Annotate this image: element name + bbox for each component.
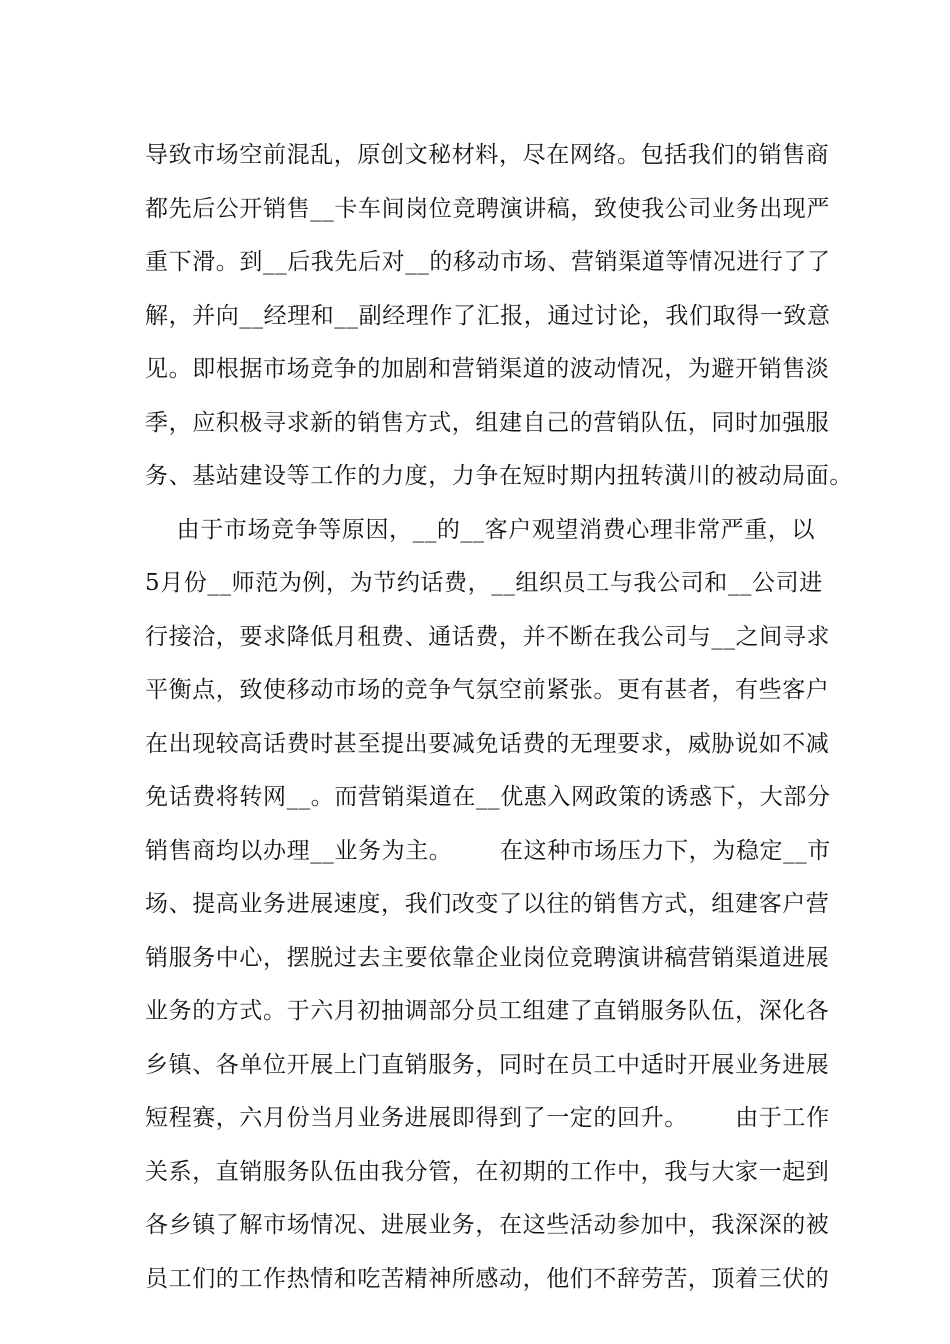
text-line: 行接洽，要求降低月租费、通话费，并不断在我公司与__之间寻求 — [145, 623, 830, 650]
text-line: 都先后公开销售__卡车间岗位竞聘演讲稿，致使我公司业务出现严 — [145, 195, 830, 222]
text-line: 导致市场空前混乱，原创文秘材料，尽在网络。包括我们的销售商 — [145, 142, 830, 168]
text-line: 平衡点，致使移动市场的竞争气氛空前紧张。更有甚者，有些客户 — [145, 677, 830, 703]
text-line: 重下滑。到__后我先后对__的移动市场、营销渠道等情况进行了了 — [145, 249, 831, 275]
text-line: 免话费将转网__。而营销渠道在__优惠入网政策的诱惑下，大部分 — [145, 784, 831, 810]
text-line: 由于市场竞争等原因，__的__客户观望消费心理非常严重，以 — [145, 516, 816, 543]
text-line: 场、提高业务进展速度，我们改变了以往的销售方式，组建客户营 — [145, 891, 830, 917]
text-line: 5月份__师范为例，为节约话费，__组织员工与我公司和__公司进 — [145, 570, 823, 596]
text-line: 见。即根据市场竞争的加剧和营销渠道的波动情况，为避开销售淡 — [145, 356, 830, 382]
text-line: 短程赛，六月份当月业务进展即得到了一定的回升。 由于工作 — [145, 1105, 830, 1131]
text-line: 务、基站建设等工作的力度，力争在短时期内扭转潢川的被动局面。 — [145, 463, 853, 489]
text-line: 各乡镇了解市场情况、进展业务，在这些活动参加中，我深深的被 — [145, 1212, 830, 1238]
text-line: 销服务中心，摆脱过去主要依靠企业岗位竞聘演讲稿营销渠道进展 — [145, 944, 830, 971]
text-line: 解，并向__经理和__副经理作了汇报，通过讨论，我们取得一致意 — [145, 302, 831, 329]
body-text — [145, 129, 853, 1306]
text-line: 关系，直销服务队伍由我分管，在初期的工作中，我与大家一起到 — [145, 1158, 830, 1185]
text-line: 员工们的工作热情和吃苦精神所感动，他们不辞劳苦，顶着三伏的 — [145, 1265, 830, 1292]
text-line: 在出现较高话费时甚至提出要减免话费的无理要求，威胁说如不减 — [145, 730, 830, 757]
text-line: 季，应积极寻求新的销售方式，组建自己的营销队伍，同时加强服 — [145, 409, 830, 436]
text-line: 乡镇、各单位开展上门直销服务，同时在员工中适时开展业务进展 — [145, 1051, 830, 1078]
text-line: 业务的方式。于六月初抽调部分员工组建了直销服务队伍，深化各 — [145, 998, 830, 1024]
text-line: 销售商均以办理__业务为主。 在这种市场压力下，为稳定__市 — [145, 837, 831, 864]
